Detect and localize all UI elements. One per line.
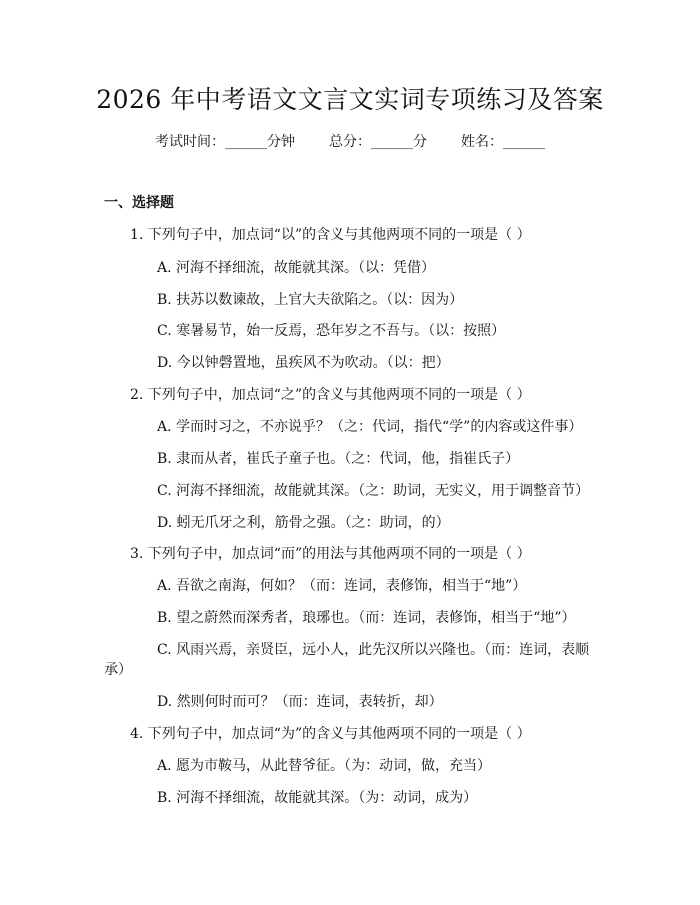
exam-score: 总分：______分: [329, 134, 427, 150]
student-name: 姓名：______: [461, 134, 545, 150]
option-c-continued: 承）: [104, 662, 132, 678]
exam-meta: [0, 131, 700, 151]
question-stem: 4. 下列句子中，加点词“为”的含义与其他两项不同的一项是（ ）: [130, 726, 531, 742]
option-b: B. 扶苏以数谏故，上官大夫欲陷之。（以：因为）: [157, 292, 464, 308]
option-c: C. 河海不择细流，故能就其深。（之：助词，无实义，用于调整音节）: [157, 483, 590, 499]
option-c: C. 风雨兴焉，亲贤臣，远小人，此先汉所以兴隆也。（而：连词，表顺: [157, 642, 590, 658]
option-a: A. 河海不择细流，故能就其深。（以：凭借）: [157, 260, 436, 276]
document-title: 2026 年中考语文文言文实词专项练习及答案: [96, 85, 604, 114]
option-c: C. 寒暑易节，始一反焉，恐年岁之不吾与。（以：按照）: [157, 323, 506, 339]
option-a: A. 吾欲之南海，何如？（而：连词，表修饰，相当于“地”）: [157, 578, 527, 594]
option-d: D. 今以钟磬置地，虽疾风不为吹动。（以：把）: [157, 355, 450, 371]
option-b: B. 河海不择细流，故能就其深。（为：动词，成为）: [157, 790, 478, 806]
exam-time: 考试时间：______分钟: [155, 134, 295, 150]
section-title: 一、选择题: [104, 195, 174, 211]
option-b: B. 隶而从者，崔氏子童子也。（之：代词，他，指崔氏子）: [157, 451, 520, 467]
option-a: A. 愿为市鞍马，从此替爷征。（为：动词，做，充当）: [157, 758, 492, 774]
option-a: A. 学而时习之，不亦说乎？（之：代词，指代“学”的内容或这件事）: [157, 419, 583, 435]
option-d: D. 然则何时而可？（而：连词，表转折，却）: [157, 694, 443, 710]
question-stem: 2. 下列句子中，加点词“之”的含义与其他两项不同的一项是（ ）: [130, 387, 531, 403]
question-stem: 1. 下列句子中，加点词“以”的含义与其他两项不同的一项是（ ）: [130, 227, 531, 243]
option-b: B. 望之蔚然而深秀者，琅琊也。（而：连词，表修饰，相当于“地”）: [157, 610, 576, 626]
question-stem: 3. 下列句子中，加点词“而”的用法与其他两项不同的一项是（ ）: [130, 546, 531, 562]
option-d: D. 蚓无爪牙之利，筋骨之强。（之：助词，的）: [157, 515, 450, 531]
